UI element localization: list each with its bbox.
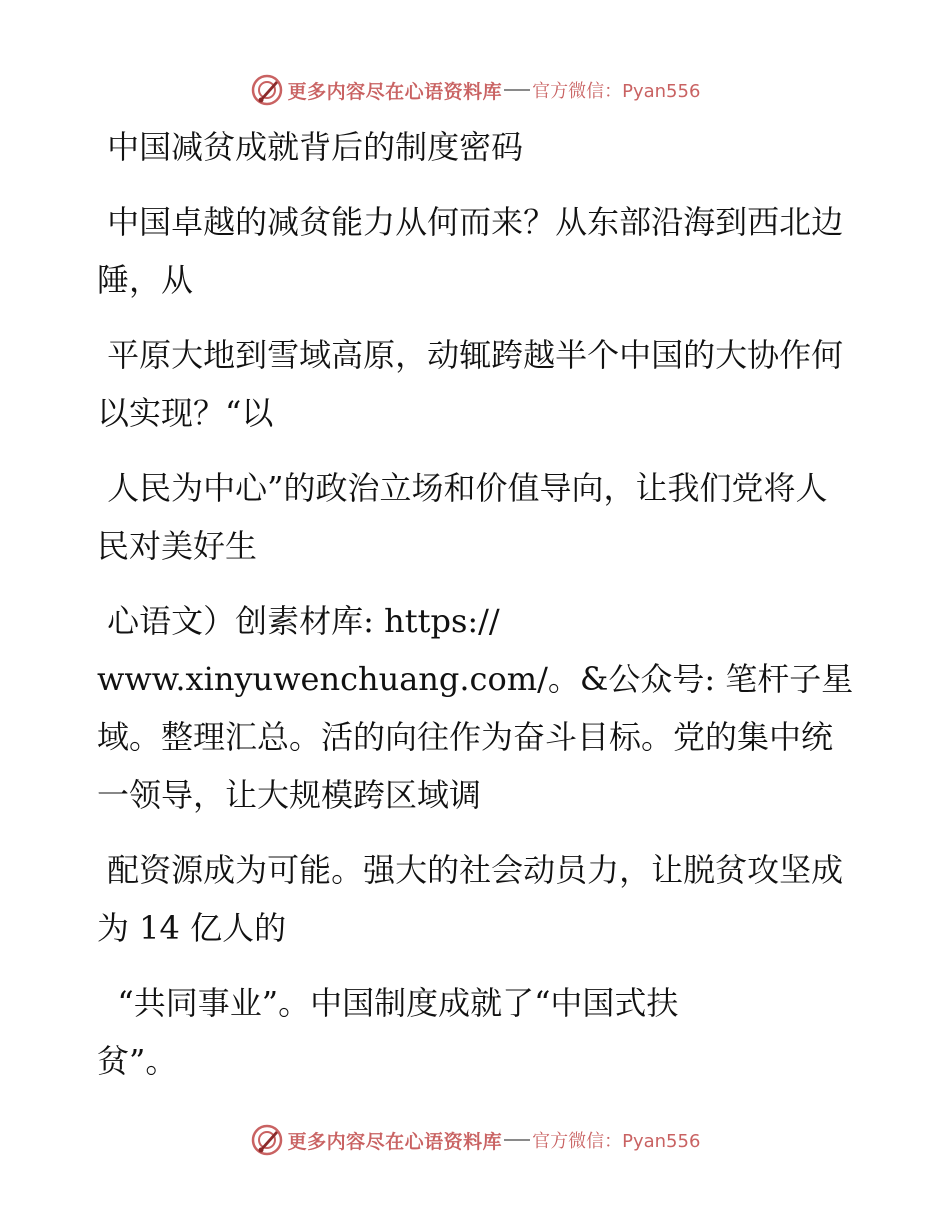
header-banner-text: 更多内容尽在心语资料库 (287, 80, 503, 103)
document-body (97, 118, 857, 1090)
paragraph-6: “共同事业”。中国制度成就了“中国式扶 贫”。 (97, 984, 679, 1080)
paragraph-1: 中国卓越的减贫能力从何而来？从东部沿海到西北边陲，从 (97, 203, 844, 299)
header-banner (0, 70, 950, 110)
footer-banner-text: 更多内容尽在心语资料库 (287, 1130, 503, 1153)
brush-logo-icon (250, 73, 284, 107)
paragraph-4: 心语文）创素材库: https:// www.xinyuwenchuang.com/。&公众号: 笔杆子星域。整理汇总。活的向往作为奋斗目标。党的集中统一领导，让大规模跨区域调 (97, 602, 854, 814)
document-title: 中国减贫成就背后的制度密码 (97, 128, 524, 166)
brush-logo-icon (250, 1123, 284, 1157)
header-dash (504, 89, 530, 91)
paragraph-5: 配资源成为可能。强大的社会动员力，让脱贫攻坚成为 14 亿人的 (97, 851, 844, 947)
footer-wechat-label: 官方微信：Pyan556 (532, 1131, 701, 1152)
footer-banner (0, 1120, 950, 1160)
paragraph-2: 平原大地到雪域高原，动辄跨越半个中国的大协作何以实现？“以 (97, 336, 844, 432)
footer-dash (504, 1139, 530, 1141)
header-wechat-label: 官方微信：Pyan556 (532, 81, 701, 102)
paragraph-3: 人民为中心”的政治立场和价值导向，让我们党将人民对美好生 (97, 469, 828, 565)
